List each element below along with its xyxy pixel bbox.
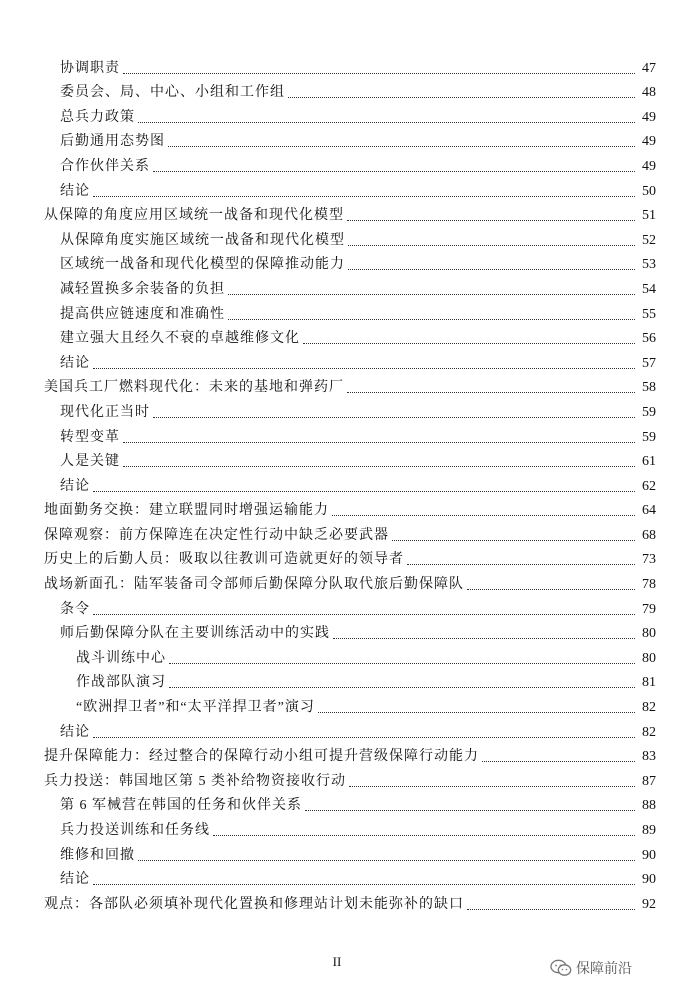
toc-entry[interactable] [44, 347, 656, 372]
dot-leader [348, 269, 635, 270]
dot-leader [392, 540, 635, 541]
toc-entry-page: 80 [642, 626, 656, 642]
toc-entry-title: 从保障的角度应用区域统一战备和现代化模型 [44, 208, 344, 224]
toc-entry-title: 作战部队演习 [76, 675, 166, 691]
toc-entry-page: 68 [642, 527, 656, 543]
toc-entry-page: 88 [642, 798, 656, 814]
toc-entry[interactable] [44, 667, 656, 692]
toc-entry-page: 87 [642, 773, 656, 789]
dot-leader [138, 122, 635, 123]
toc-entry-title: 美国兵工厂燃料现代化：未来的基地和弹药厂 [44, 380, 344, 396]
dot-leader [333, 638, 635, 639]
toc-entry-page: 92 [642, 896, 656, 912]
toc-entry-title: 结论 [60, 183, 90, 199]
toc-entry-page: 64 [642, 503, 656, 519]
toc-entry-title: 战场新面孔：陆军装备司令部师后勤保障分队取代旅后勤保障队 [44, 577, 464, 593]
toc-entry[interactable] [44, 519, 656, 544]
dot-leader [153, 171, 635, 172]
page-number: II [332, 954, 342, 969]
toc-entry-title: 减轻置换多余装备的负担 [60, 281, 225, 297]
toc-entry[interactable] [44, 790, 656, 815]
toc-entry-page: 52 [642, 232, 656, 248]
dot-leader [407, 564, 635, 565]
dot-leader [123, 73, 635, 74]
toc-entry-title: 历史上的后勤人员：吸取以往教训可造就更好的领导者 [44, 552, 404, 568]
dot-leader [347, 220, 635, 221]
toc-entry-page: 61 [642, 454, 656, 470]
dot-leader [169, 663, 635, 664]
toc-entry-title: “欧洲捍卫者”和“太平洋捍卫者”演习 [76, 700, 315, 716]
toc-entry-page: 89 [642, 823, 656, 838]
toc-entry[interactable] [44, 273, 656, 298]
toc-entry[interactable] [44, 101, 656, 126]
dot-leader [318, 712, 635, 713]
toc-entry[interactable] [44, 396, 656, 421]
toc-entry-page: 81 [642, 675, 656, 691]
toc-entry-page: 83 [642, 749, 656, 765]
toc-entry-page: 48 [642, 85, 656, 101]
toc-entry-page: 79 [642, 601, 656, 617]
toc-entry-page: 49 [642, 109, 656, 125]
toc-entry-title: 结论 [60, 478, 90, 494]
toc-entry[interactable] [44, 446, 656, 471]
toc-entry-title: 结论 [60, 872, 90, 888]
dot-leader [93, 884, 635, 885]
dot-leader [348, 245, 635, 246]
toc-entry-title: 委员会、局、中心、小组和工作组 [60, 85, 285, 101]
toc-entry[interactable] [44, 200, 656, 225]
dot-leader [288, 97, 635, 98]
wechat-icon [550, 959, 572, 977]
toc-entry-page: 53 [642, 257, 656, 273]
toc-entry-title: 从保障角度实施区域统一战备和现代化模型 [60, 232, 345, 248]
toc-entry-page: 90 [642, 872, 656, 888]
toc-entry-title: 区域统一战备和现代化模型的保障推动能力 [60, 257, 345, 273]
toc-entry[interactable] [44, 716, 656, 741]
toc-entry-page: 62 [642, 478, 656, 494]
dot-leader [168, 146, 635, 147]
dot-leader [93, 737, 635, 738]
toc-entry-title: 师后勤保障分队在主要训练活动中的实践 [60, 626, 330, 642]
dot-leader [303, 343, 635, 344]
dot-leader [153, 417, 635, 418]
dot-leader [93, 491, 635, 492]
toc-entry-title: 保障观察：前方保障连在决定性行动中缺乏必要武器 [44, 527, 389, 543]
toc-entry-title: 提升保障能力：经过整合的保障行动小组可提升营级保障行动能力 [44, 749, 479, 765]
dot-leader [123, 466, 635, 467]
toc-entry[interactable] [44, 568, 656, 593]
table-of-contents [44, 52, 656, 913]
dot-leader [93, 196, 635, 197]
toc-entry[interactable] [44, 765, 656, 790]
dot-leader [347, 392, 635, 393]
toc-entry-page: 51 [642, 208, 656, 224]
dot-leader [349, 786, 635, 787]
toc-entry[interactable] [44, 249, 656, 274]
toc-entry[interactable] [44, 888, 656, 913]
toc-entry-title: 维修和回撤 [60, 847, 135, 863]
toc-entry-title: 后勤通用态势图 [60, 134, 165, 150]
toc-entry-title: 观点：各部队必须填补现代化置换和修理站计划未能弥补的缺口 [44, 896, 464, 912]
toc-entry[interactable] [44, 126, 656, 151]
dot-leader [482, 761, 635, 762]
dot-leader [228, 294, 635, 295]
toc-entry-page: 58 [642, 380, 656, 396]
toc-entry-page: 54 [642, 281, 656, 297]
toc-entry[interactable] [44, 839, 656, 864]
toc-entry-title: 合作伙伴关系 [60, 158, 150, 174]
dot-leader [123, 442, 635, 443]
toc-entry[interactable] [44, 470, 656, 495]
toc-entry-title: 协调职责 [60, 60, 120, 76]
dot-leader [138, 860, 635, 861]
toc-entry-title: 地面勤务交换：建立联盟同时增强运输能力 [44, 503, 329, 519]
dot-leader [305, 810, 635, 811]
toc-entry[interactable] [44, 618, 656, 643]
toc-entry-page: 59 [642, 429, 656, 445]
toc-entry-page: 80 [642, 650, 656, 666]
watermark-label: 保障前沿 [576, 961, 632, 977]
toc-entry-page: 82 [642, 700, 656, 716]
dot-leader [228, 319, 635, 320]
toc-entry-title: 现代化正当时 [60, 404, 150, 420]
toc-entry-page: 56 [642, 331, 656, 347]
toc-entry-page: 90 [642, 847, 656, 863]
dot-leader [467, 909, 635, 910]
toc-entry[interactable] [44, 77, 656, 102]
toc-entry-page: 55 [642, 306, 656, 322]
dot-leader [169, 687, 635, 688]
toc-entry[interactable] [44, 544, 656, 569]
toc-entry-page: 82 [642, 724, 656, 740]
toc-entry[interactable] [44, 421, 656, 446]
toc-entry-page: 78 [642, 577, 656, 593]
toc-entry[interactable] [44, 593, 656, 618]
toc-entry-title: 条令 [60, 601, 90, 617]
toc-entry-title: 结论 [60, 355, 90, 371]
toc-entry-title: 战斗训练中心 [76, 650, 166, 666]
toc-entry[interactable] [44, 224, 656, 249]
toc-entry-title: 总兵力政策 [60, 109, 135, 125]
toc-entry[interactable] [44, 814, 656, 839]
toc-entry-title: 人是关键 [60, 454, 120, 470]
toc-entry[interactable] [44, 52, 656, 77]
toc-entry[interactable] [44, 150, 656, 175]
dot-leader [467, 589, 635, 590]
toc-entry-page: 57 [642, 355, 656, 371]
toc-entry-page: 73 [642, 552, 656, 568]
dot-leader [332, 515, 635, 516]
toc-entry-page: 59 [642, 404, 656, 420]
dot-leader [213, 835, 635, 836]
toc-entry-title: 第 6 军械营在韩国的任务和伙伴关系 [60, 798, 302, 814]
dot-leader [93, 368, 635, 369]
toc-entry-page: 47 [642, 60, 656, 76]
toc-entry[interactable] [44, 864, 656, 889]
toc-entry[interactable] [44, 691, 656, 716]
toc-entry-title: 兵力投送训练和任务线 [60, 823, 210, 838]
toc-entry-title: 结论 [60, 724, 90, 740]
toc-entry-title: 转型变革 [60, 429, 120, 445]
toc-entry[interactable] [44, 372, 656, 397]
toc-entry[interactable] [44, 298, 656, 323]
toc-entry-page: 49 [642, 134, 656, 150]
toc-entry-title: 提高供应链速度和准确性 [60, 306, 225, 322]
toc-entry[interactable] [44, 642, 656, 667]
dot-leader [93, 614, 635, 615]
toc-entry[interactable] [44, 741, 656, 766]
watermark [550, 958, 632, 978]
toc-entry[interactable] [44, 323, 656, 348]
toc-entry[interactable] [44, 175, 656, 200]
toc-entry-page: 49 [642, 158, 656, 174]
toc-entry-page: 50 [642, 183, 656, 199]
toc-entry[interactable] [44, 495, 656, 520]
toc-entry-title: 兵力投送：韩国地区第 5 类补给物资接收行动 [44, 773, 346, 789]
toc-entry-title: 建立强大且经久不衰的卓越维修文化 [60, 331, 300, 347]
